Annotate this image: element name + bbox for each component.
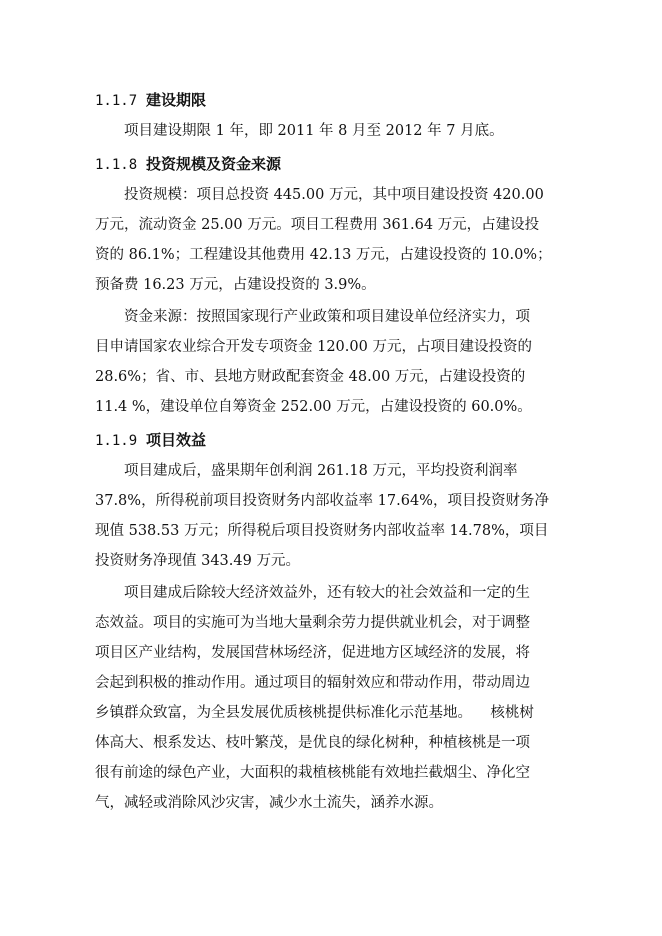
text-line: 万元，流动资金 25.00 万元。项目工程费用 361.64 万元，占建设投 <box>95 217 540 233</box>
text-line: 目申请国家农业综合开发专项资金 120.00 万元，占项目建设投资的 <box>95 339 532 355</box>
document-body <box>95 82 565 820</box>
text-line: 乡镇群众致富，为全县发展优质核桃提供标准化示范基地。 核桃树 <box>95 705 534 721</box>
text-line: 体高大、根系发达、枝叶繁茂，是优良的绿化树种，种植核桃是一项 <box>95 735 530 751</box>
section-heading-1-1-9 <box>95 428 565 452</box>
text-line: 28.6%；省、市、县地方财政配套资金 48.00 万元，占建设投资的 <box>95 369 526 385</box>
section-title: 项目效益 <box>145 431 206 449</box>
paragraph-economic-benefit <box>95 456 565 576</box>
text-line: 会起到积极的推动作用。通过项目的辐射效应和带动作用，带动周边 <box>95 675 530 691</box>
section-heading-1-1-7 <box>95 88 565 112</box>
text-line: 11.4 %，建设单位自筹资金 252.00 万元，占建设投资的 60.0%。 <box>95 399 532 415</box>
text-line: 很有前途的绿色产业，大面积的栽植核桃能有效地拦截烟尘、净化空 <box>95 765 530 781</box>
text-line: 预备费 16.23 万元，占建设投资的 3.9%。 <box>95 277 376 293</box>
text-line: 37.8%，所得税前项目投资财务内部收益率 17.64%，项目投资财务净 <box>95 493 549 509</box>
text-line: 项目建设期限 1 年，即 2011 年 8 月至 2012 年 7 月底。 <box>124 123 504 139</box>
text-line: 项目建成后，盛果期年创利润 261.18 万元，平均投资利润率 <box>124 463 518 479</box>
section-heading-1-1-8 <box>95 152 565 176</box>
section-title: 建设期限 <box>145 91 206 109</box>
text-line: 现值 538.53 万元；所得税后项目投资财务内部收益率 14.78%，项目 <box>95 523 549 539</box>
text-line: 项目建成后除较大经济效益外，还有较大的社会效益和一定的生 <box>124 585 530 601</box>
text-line: 资金来源：按照国家现行产业政策和项目建设单位经济实力，项 <box>124 309 530 325</box>
section-number: 1.1.8 <box>95 157 138 173</box>
text-line: 项目区产业结构，发展国营林场经济，促进地方区域经济的发展，将 <box>95 645 530 661</box>
paragraph-funding-source <box>95 302 565 422</box>
text-line: 态效益。项目的实施可为当地大量剩余劳力提供就业机会，对于调整 <box>95 615 530 631</box>
paragraph-investment-scale <box>95 180 565 300</box>
section-title: 投资规模及资金来源 <box>145 155 281 173</box>
section-number: 1.1.7 <box>95 93 138 109</box>
text-line: 资的 86.1%；工程建设其他费用 42.13 万元，占建设投资的 10.0%； <box>95 247 552 263</box>
text-line: 气，减轻或消除风沙灾害，减少水土流失，涵养水源。 <box>95 795 443 811</box>
text-line: 投资规模：项目总投资 445.00 万元，其中项目建设投资 420.00 <box>124 187 544 203</box>
text-line: 投资财务净现值 343.49 万元。 <box>95 553 300 569</box>
paragraph-social-benefit <box>95 578 565 818</box>
section-number: 1.1.9 <box>95 433 138 449</box>
paragraph-construction-period <box>95 116 565 146</box>
